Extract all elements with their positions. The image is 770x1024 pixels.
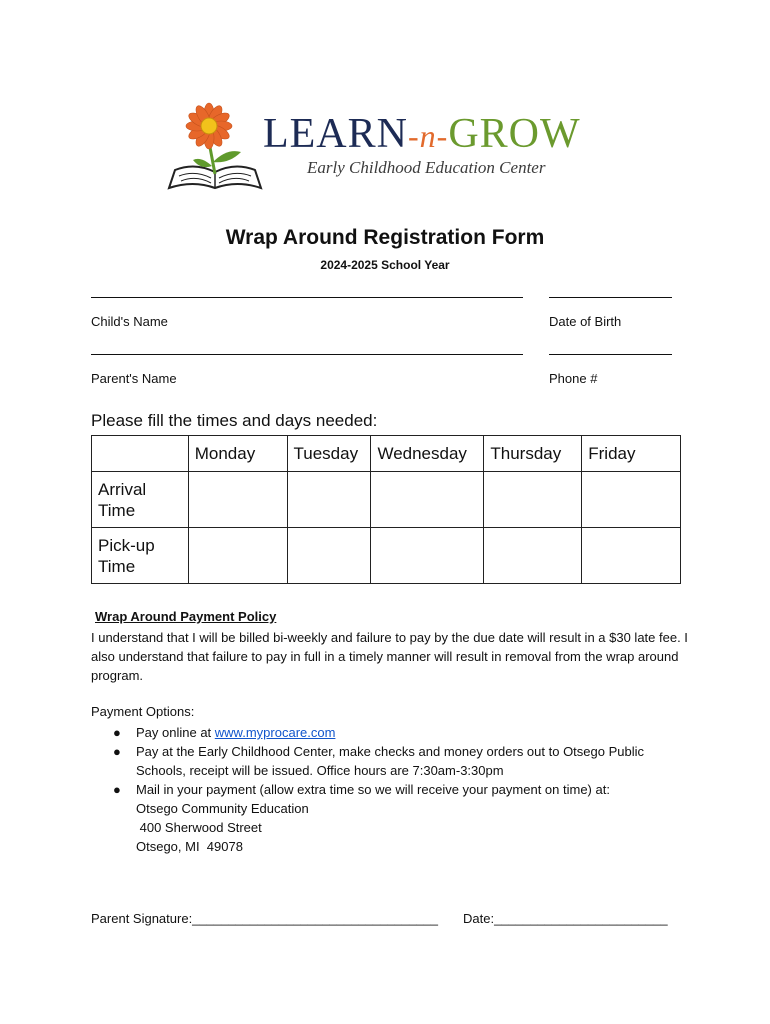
logo-word-grow: GROW <box>448 111 581 157</box>
procare-link[interactable]: www.myprocare.com <box>214 725 336 740</box>
arrival-tuesday-cell[interactable] <box>287 472 371 528</box>
logo-subtitle: Early Childhood Education Center <box>307 158 546 177</box>
parent-signature-field[interactable]: Parent Signature:__________________________________ <box>91 911 438 926</box>
online-prefix: Pay online at <box>136 725 215 740</box>
bullet-icon: ● <box>113 744 121 759</box>
logo <box>165 96 615 196</box>
date-of-birth-field[interactable] <box>549 297 672 298</box>
schedule-header-row <box>92 436 681 472</box>
arrival-label-line1: Arrival <box>98 479 147 499</box>
bullet-icon: ● <box>113 782 121 797</box>
school-year: 2024-2025 School Year <box>320 258 450 272</box>
child-name-label: Child's Name <box>91 314 168 329</box>
day-header-thursday: Thursday <box>484 436 582 472</box>
pickup-wednesday-cell[interactable] <box>371 528 484 584</box>
arrival-friday-cell[interactable] <box>582 472 681 528</box>
day-header-wednesday: Wednesday <box>371 436 484 472</box>
payment-option-center <box>91 742 691 780</box>
bullet-icon: ● <box>113 725 121 740</box>
pickup-label-line1: Pick-up <box>98 535 155 555</box>
arrival-wednesday-cell[interactable] <box>371 472 484 528</box>
schedule-heading: Please fill the times and days needed: <box>91 411 378 430</box>
day-header-tuesday: Tuesday <box>287 436 371 472</box>
payment-options-list <box>91 723 691 856</box>
logo-word-learn: LEARN <box>263 111 408 157</box>
policy-text: I understand that I will be billed bi-weekly and failure to pay by the due date will result in a $30 late fee. I also understand that failure to pay in full in a timely manner will result in removal from the wrap around program. <box>91 630 688 683</box>
pickup-thursday-cell[interactable] <box>484 528 582 584</box>
payment-option-mail <box>91 780 691 856</box>
date-of-birth-label: Date of Birth <box>549 314 622 329</box>
day-header-monday: Monday <box>188 436 287 472</box>
schedule-table <box>91 435 681 584</box>
flower-book-logo-icon <box>165 96 265 196</box>
pickup-time-label <box>92 528 189 584</box>
policy-heading: Wrap Around Payment Policy <box>95 609 277 624</box>
day-header-friday: Friday <box>582 436 681 472</box>
signature-date-field[interactable]: Date:________________________ <box>463 911 668 926</box>
arrival-time-row <box>92 472 681 528</box>
pickup-monday-cell[interactable] <box>188 528 287 584</box>
schedule-corner-cell <box>92 436 189 472</box>
logo-word-n: -n- <box>408 118 449 154</box>
center-option-text: Pay at the Early Childhood Center, make checks and money orders out to Otsego Public Schools, receipt will be issued. Office hours are 7:30am-3:30pm <box>136 744 644 778</box>
child-name-field[interactable] <box>91 297 523 298</box>
arrival-label-line2: Time <box>98 500 136 520</box>
mail-option-text: Mail in your payment (allow extra time so we will receive your payment on time) at: <box>136 782 610 797</box>
logo-wordmark <box>263 110 581 158</box>
address-line-3: Otsego, MI 49078 <box>136 839 243 854</box>
parent-name-label: Parent's Name <box>91 371 177 386</box>
payment-options-heading: Payment Options: <box>91 704 195 719</box>
pickup-label-line2: Time <box>98 556 136 576</box>
pickup-time-row <box>92 528 681 584</box>
phone-field[interactable] <box>549 354 672 355</box>
parent-name-field[interactable] <box>91 354 523 355</box>
payment-option-online <box>91 723 691 742</box>
arrival-thursday-cell[interactable] <box>484 472 582 528</box>
pickup-tuesday-cell[interactable] <box>287 528 371 584</box>
address-line-2: 400 Sherwood Street <box>136 820 262 835</box>
arrival-time-label <box>92 472 189 528</box>
address-line-1: Otsego Community Education <box>136 801 309 816</box>
form-title: Wrap Around Registration Form <box>225 226 545 249</box>
arrival-monday-cell[interactable] <box>188 472 287 528</box>
pickup-friday-cell[interactable] <box>582 528 681 584</box>
phone-label: Phone # <box>549 371 598 386</box>
